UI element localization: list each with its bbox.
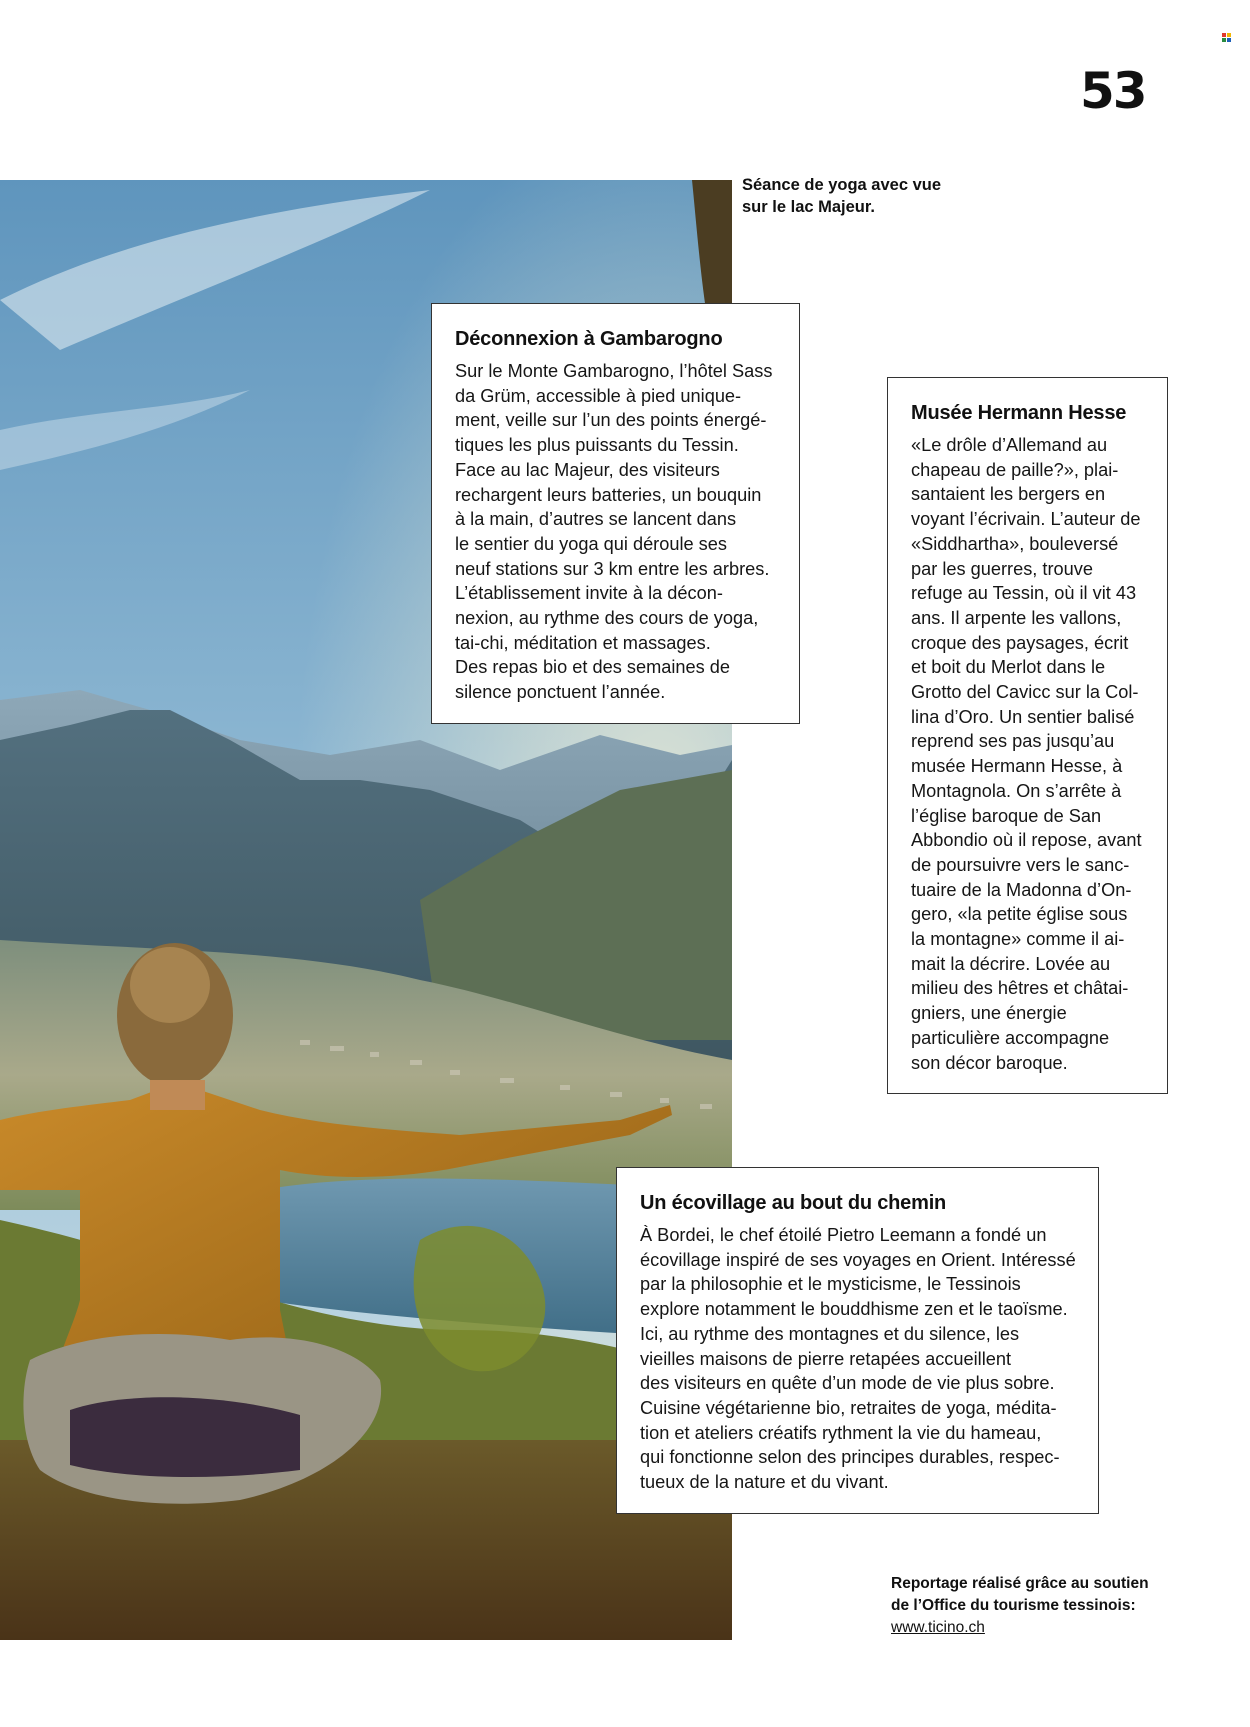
body-line: par les guerres, trouve — [911, 558, 1093, 579]
body-line: tuaire de la Madonna d’On- — [911, 879, 1132, 900]
body-line: le sentier du yoga qui déroule ses — [455, 533, 727, 554]
body-line: mait la décrire. Lovée au — [911, 953, 1111, 974]
publisher-logo-icon — [1222, 33, 1232, 43]
body-line: neuf stations sur 3 km entre les arbres. — [455, 558, 770, 579]
body-line: et boit du Merlot dans le — [911, 657, 1106, 678]
body-line: nexion, au rythme des cours de yoga, — [455, 608, 759, 629]
caption-line: Séance de yoga avec vue — [742, 176, 942, 194]
body-line: L’établissement invite à la décon- — [455, 583, 723, 604]
body-line: l’église baroque de San — [911, 805, 1102, 826]
box-body — [911, 433, 1145, 1075]
body-line: Abbondio où il repose, avant — [911, 830, 1142, 851]
box-title: Déconnexion à Gambarogno — [455, 328, 723, 350]
body-line: da Grüm, accessible à pied unique- — [455, 385, 742, 406]
body-line: ans. Il arpente les vallons, — [911, 607, 1122, 628]
sidebar-box-gambarogno — [431, 303, 800, 724]
body-line: Sur le Monte Gambarogno, l’hôtel Sass — [455, 361, 773, 381]
body-line: qui fonctionne selon des principes durables, respec- — [640, 1447, 1060, 1468]
body-line: Montagnola. On s’arrête à — [911, 780, 1122, 801]
body-line: des visiteurs en quête d’un mode de vie plus sobre. — [640, 1373, 1055, 1394]
body-line: ment, veille sur l’un des points énergé- — [455, 410, 767, 431]
body-line: reprend ses pas jusqu’au — [911, 731, 1115, 752]
body-line: croque des paysages, écrit — [911, 632, 1129, 653]
body-line: de poursuivre vers le sanc- — [911, 854, 1130, 875]
body-line: Face au lac Majeur, des visiteurs — [455, 459, 720, 480]
body-line: la montagne» comme il ai- — [911, 929, 1125, 950]
body-line: voyant l’écrivain. L’auteur de — [911, 509, 1141, 530]
body-line: tiques les plus puissants du Tessin. — [455, 435, 739, 456]
box-body — [640, 1223, 1076, 1495]
body-line: vieilles maisons de pierre retapées accueillent — [640, 1348, 1012, 1369]
body-line: chapeau de paille?», plai- — [911, 459, 1119, 480]
body-line: par la philosophie et le mysticisme, le Tessinois — [640, 1274, 1021, 1295]
body-line: gero, «la petite église sous — [911, 904, 1128, 925]
box-title: Un écovillage au bout du chemin — [640, 1192, 947, 1214]
credit-line: de l’Office du tourisme tessinois: — [891, 1597, 1136, 1614]
body-line: explore notamment le bouddhisme zen et le taoïsme. — [640, 1299, 1068, 1320]
body-line: Des repas bio et des semaines de — [455, 657, 730, 678]
body-line: son décor baroque. — [911, 1052, 1068, 1073]
body-line: milieu des hêtres et châtai- — [911, 978, 1129, 999]
body-line: gniers, une énergie — [911, 1003, 1067, 1024]
body-line: silence ponctuent l’année. — [455, 682, 666, 703]
body-line: Cuisine végétarienne bio, retraites de yoga, médita- — [640, 1397, 1057, 1418]
caption-line: sur le lac Majeur. — [742, 198, 875, 216]
body-line: À Bordei, le chef étoilé Pietro Leemann a fondé un — [640, 1225, 1047, 1245]
body-line: Grotto del Cavicc sur la Col- — [911, 682, 1139, 703]
body-line: tai-chi, méditation et massages. — [455, 632, 711, 653]
body-line: Ici, au rythme des montagnes et du silence, les — [640, 1323, 1020, 1344]
body-line: refuge au Tessin, où il vit 43 — [911, 583, 1137, 604]
body-line: particulière accompagne — [911, 1027, 1110, 1048]
body-line: tueux de la nature et du vivant. — [640, 1472, 889, 1493]
photo-caption — [742, 174, 972, 218]
sidebar-box-hesse — [887, 377, 1168, 1094]
ticino-link[interactable]: www.ticino.ch — [891, 1619, 985, 1636]
sidebar-box-ecovillage — [616, 1167, 1099, 1514]
body-line: santaient les bergers en — [911, 484, 1106, 505]
body-line: rechargent leurs batteries, un bouquin — [455, 484, 762, 505]
body-line: «Le drôle d’Allemand au — [911, 435, 1108, 455]
body-line: écovillage inspiré de ses voyages en Orient. Intéressé — [640, 1249, 1076, 1270]
body-line: lina d’Oro. Un sentier balisé — [911, 706, 1135, 727]
body-line: «Siddhartha», bouleversé — [911, 533, 1119, 554]
box-title: Musée Hermann Hesse — [911, 402, 1127, 424]
page-number: 53 — [1080, 62, 1146, 120]
body-line: à la main, d’autres se lancent dans — [455, 509, 737, 530]
credit-line: Reportage réalisé grâce au soutien — [891, 1575, 1149, 1592]
body-line: musée Hermann Hesse, à — [911, 756, 1123, 777]
box-body — [455, 359, 777, 705]
body-line: tion et ateliers créatifs rythment la vie du hameau, — [640, 1422, 1042, 1443]
sponsor-credit — [891, 1573, 1191, 1639]
